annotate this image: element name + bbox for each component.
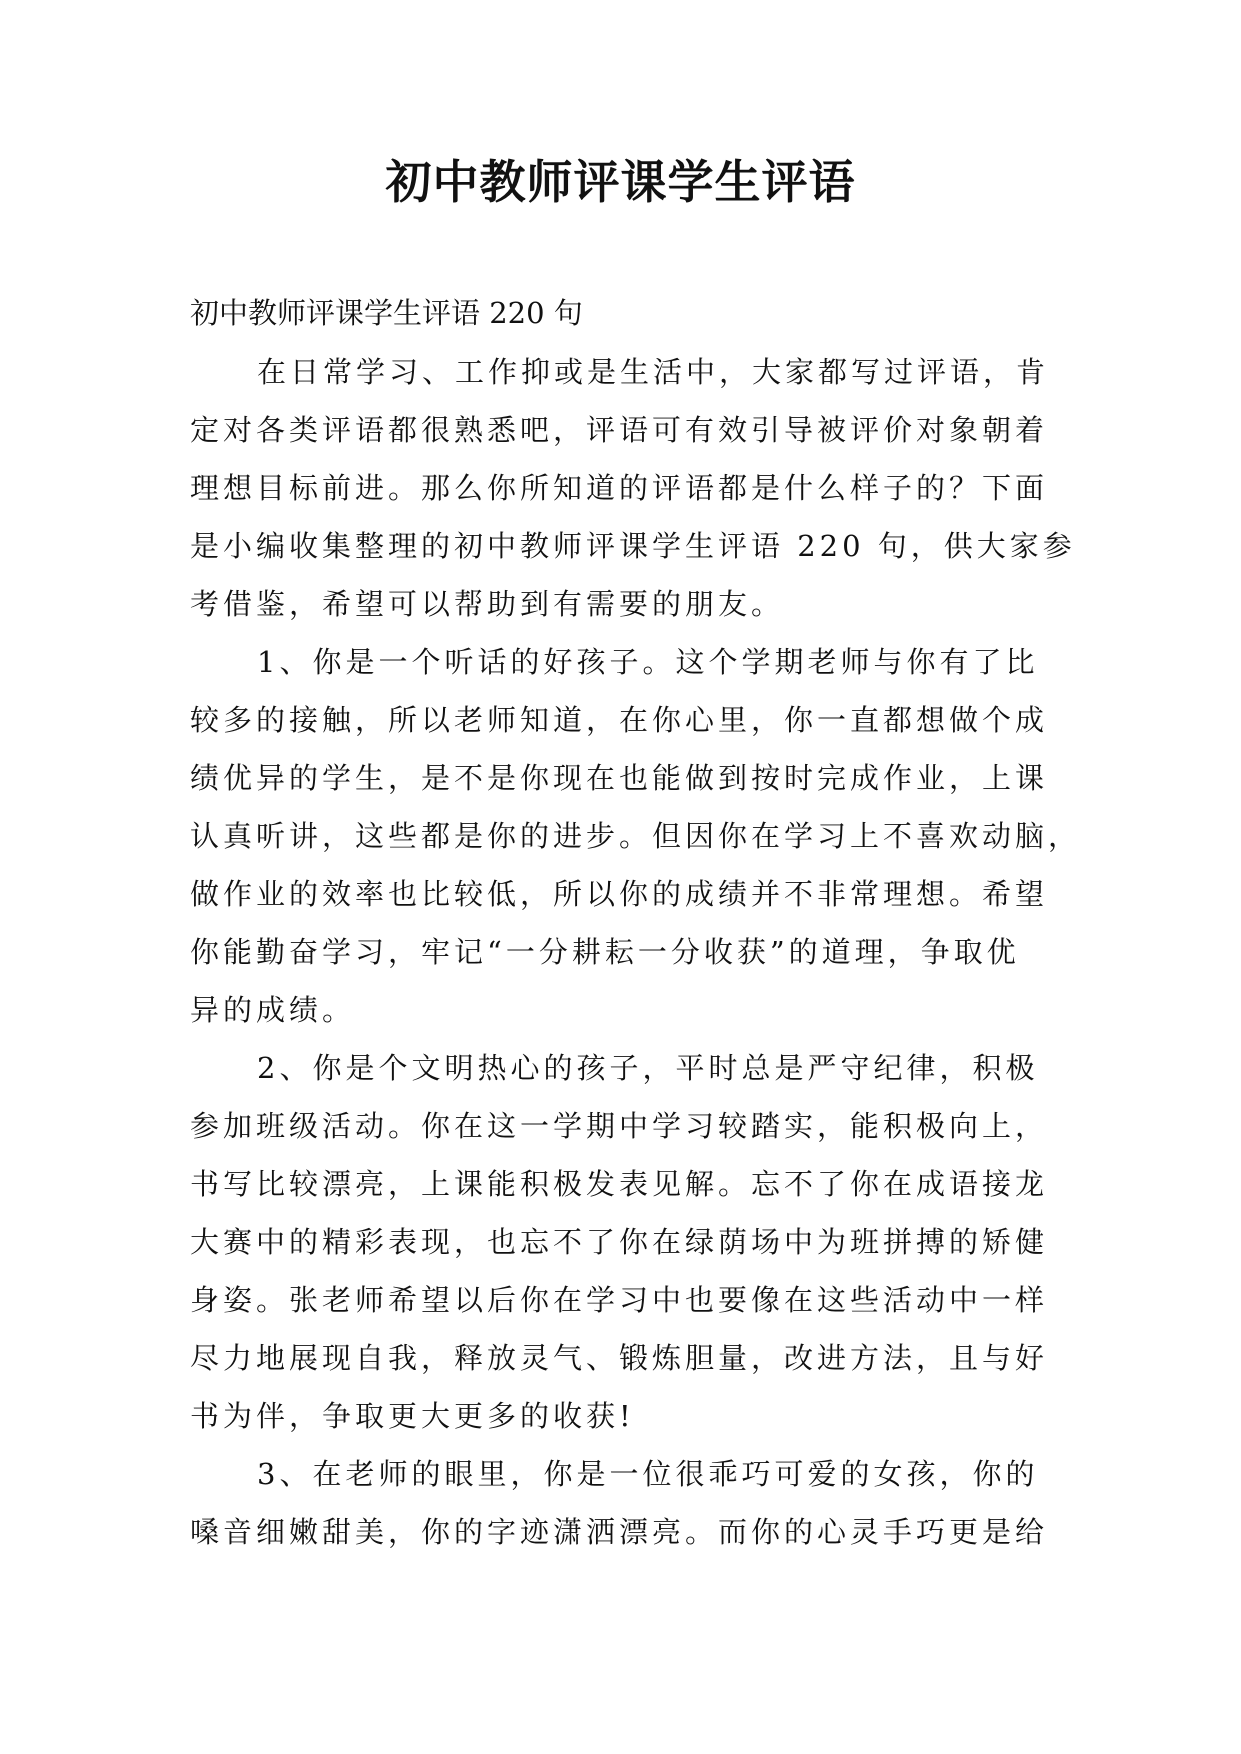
paragraph-line: 书写比较漂亮，上课能积极发表见解。忘不了你在成语接龙 — [190, 1167, 1049, 1201]
paragraph-line: 参加班级活动。你在这一学期中学习较踏实，能积极向上， — [190, 1109, 1049, 1143]
paragraph-line: 认真听讲，这些都是你的进步。但因你在学习上不喜欢动脑， — [190, 819, 1082, 853]
paragraph-line: 异的成绩。 — [190, 993, 356, 1027]
paragraph-line: 大赛中的精彩表现，也忘不了你在绿荫场中为班拼搏的矫健 — [190, 1225, 1049, 1259]
paragraph-line: 3、在老师的眼里，你是一位很乖巧可爱的女孩，你的 — [257, 1457, 1039, 1491]
document-subtitle: 初中教师评课学生评语 220 句 — [190, 296, 583, 330]
paragraph-line: 嗓音细嫩甜美，你的字迹潇洒漂亮。而你的心灵手巧更是给 — [190, 1515, 1049, 1549]
document-title: 初中教师评课学生评语 — [385, 155, 856, 209]
paragraph-line: 较多的接触，所以老师知道，在你心里，你一直都想做个成 — [190, 703, 1049, 737]
paragraph-line: 绩优异的学生，是不是你现在也能做到按时完成作业，上课 — [190, 761, 1049, 795]
paragraph-line: 在日常学习、工作抑或是生活中，大家都写过评语，肯 — [257, 355, 1050, 389]
paragraph-line: 理想目标前进。那么你所知道的评语都是什么样子的？下面 — [190, 471, 1049, 505]
paragraph-line: 做作业的效率也比较低，所以你的成绩并不非常理想。希望 — [190, 877, 1049, 911]
paragraph-line: 尽力地展现自我，释放灵气、锻炼胆量，改进方法，且与好 — [190, 1341, 1049, 1375]
paragraph-line: 定对各类评语都很熟悉吧，评语可有效引导被评价对象朝着 — [190, 413, 1049, 447]
paragraph-line: 是小编收集整理的初中教师评课学生评语 220 句，供大家参 — [190, 529, 1076, 563]
paragraph-line: 你能勤奋学习，牢记“一分耕耘一分收获”的道理，争取优 — [190, 935, 1020, 969]
paragraph-line: 考借鉴，希望可以帮助到有需要的朋友。 — [190, 587, 785, 621]
paragraph-line: 身姿。张老师希望以后你在学习中也要像在这些活动中一样 — [190, 1283, 1049, 1317]
paragraph-line: 2、你是个文明热心的孩子，平时总是严守纪律，积极 — [257, 1051, 1039, 1085]
paragraph-line: 书为伴，争取更大更多的收获! — [190, 1399, 635, 1433]
paragraph-line: 1、你是一个听话的好孩子。这个学期老师与你有了比 — [257, 645, 1039, 679]
